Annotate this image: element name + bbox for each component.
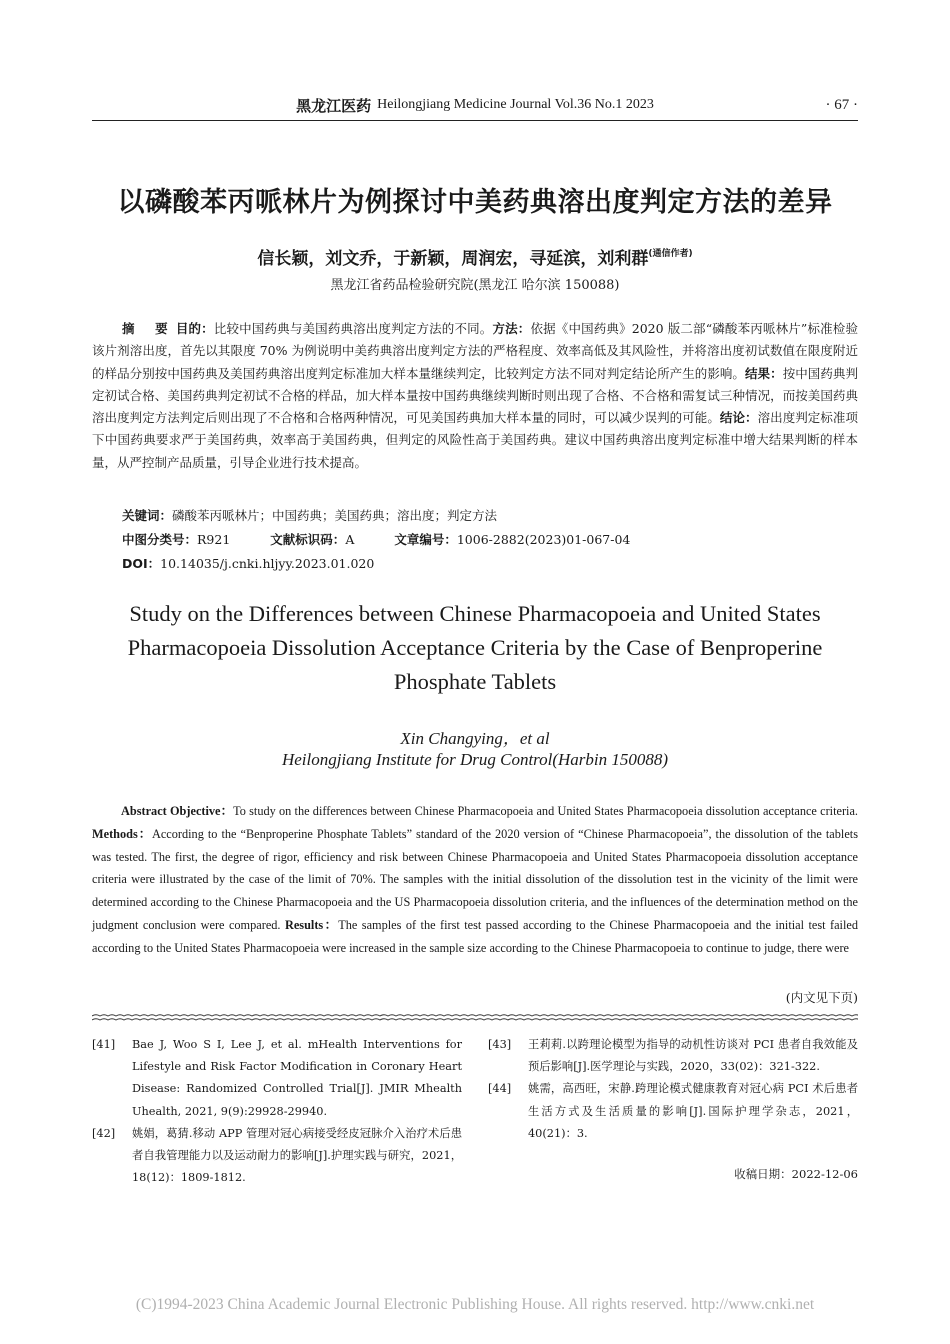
abstract-cn bbox=[92, 318, 858, 474]
affiliation-en: Heilongjiang Institute for Drug Control(Harbin 150088) bbox=[281, 750, 669, 769]
objective-label-cn: 目的： bbox=[175, 321, 214, 336]
reference-number: [44] bbox=[488, 1082, 512, 1096]
journal-name-en: Heilongjiang Medicine Journal Vol.36 No.1 2023 bbox=[377, 97, 654, 112]
continued-note: (内文见下页) bbox=[785, 990, 858, 1005]
doi-label: DOI： bbox=[122, 556, 161, 571]
abstract-en bbox=[92, 800, 858, 960]
keywords-line bbox=[122, 506, 497, 524]
reference-item bbox=[92, 1034, 462, 1123]
abstract-label-cn: 摘 要 bbox=[122, 321, 176, 336]
references-right-column bbox=[488, 1034, 858, 1145]
reference-item bbox=[92, 1123, 462, 1190]
header-divider bbox=[92, 120, 858, 121]
doc-code-value: A bbox=[345, 532, 355, 547]
reference-text: 姚娟，葛猜.移动 APP 管理对冠心病接受经皮冠脉介入治疗术后患者自我管理能力以及运动耐力的影响[J].护理实践与研究，2021，18(12)：1809-1812. bbox=[132, 1126, 462, 1185]
results-label-en: Results： bbox=[284, 917, 339, 932]
author-list-cn: 信长颖，刘文乔，于新颖，周润宏，寻延滨，刘利群 bbox=[257, 249, 649, 269]
reference-text: 姚需，高西旺，宋静.跨理论模式健康教育对冠心病 PCI 术后患者生活方式及生活质量的影响[J].国际护理学杂志，2021，40(21)：3. bbox=[528, 1082, 858, 1140]
keywords-label: 关键词： bbox=[122, 508, 173, 523]
reference-number: [42] bbox=[92, 1126, 116, 1140]
affiliation-cn: 黑龙江省药品检验研究院(黑龙江 哈尔滨 150088) bbox=[330, 278, 620, 293]
reference-text: Bae J, Woo S I, Lee J, et al. mHealth Interventions for Lifestyle and Risk Factor Modification in Coronary Heart Disease: Randomized Controlled Trial[J]. JMIR Mhealth Uhealth, 2021, 9(9):29928-29940. bbox=[132, 1038, 462, 1118]
objective-text-cn: 比较中国药典与美国药典溶出度判定方法的不同。 bbox=[213, 321, 493, 336]
objective-text-en: To study on the differences between Chinese Pharmacopoeia and United States Pharmacopoeia dissolution acceptance criteria. bbox=[233, 804, 858, 818]
doi-value: 10.14035/j.cnki.hljyy.2023.01.020 bbox=[160, 556, 375, 571]
methods-label-cn: 方法： bbox=[492, 321, 531, 336]
keywords-value: 磷酸苯丙哌林片；中国药典；美国药典；溶出度；判定方法 bbox=[172, 508, 498, 523]
clc-value: R921 bbox=[197, 532, 231, 547]
reference-item bbox=[488, 1078, 858, 1145]
authors-cn bbox=[60, 244, 890, 269]
received-date: 收稿日期：2022-12-06 bbox=[734, 1167, 858, 1181]
references-left-column bbox=[92, 1034, 462, 1189]
methods-label-en: Methods： bbox=[92, 826, 152, 841]
reference-number: [43] bbox=[488, 1038, 512, 1051]
results-text-cn: 按中国药典判定初试合格、美国药典判定初试不合格的样品，加大样本量按中国药典继续判断时则出现了合格、不合格和需复试三种情况，而按美国药典溶出度判定方法判定后则出现了不合格和合格两种情况，可见美国药典加大样本量的同时，可以减少误判的可能。 bbox=[92, 365, 858, 426]
wavy-divider bbox=[92, 1012, 858, 1024]
doi-line bbox=[122, 554, 374, 572]
abstract-objective-label-en: Abstract Objective： bbox=[121, 804, 234, 818]
doc-code-label: 文献标识码： bbox=[270, 532, 346, 547]
running-header bbox=[92, 94, 858, 116]
results-text-en: The samples of the first test passed according to the Chinese Pharmacopoeia and the initial test failed according to the United States Pharmacopoeia were increased in the sample size according to the Chinese Pharmacopoeia to continue to judge, there were bbox=[92, 917, 858, 955]
clc-label: 中图分类号： bbox=[122, 532, 198, 547]
conclusion-label-cn: 结论： bbox=[719, 410, 758, 426]
article-number-value: 1006-2882(2023)01-067-04 bbox=[456, 532, 631, 547]
methods-text-cn: 依据《中国药典》2020 版二部“磷酸苯丙哌林片”标准检验该片剂溶出度，首先以其限度 70% 为例说明中美药典溶出度判定方法的严格程度、效率高低及其风险性，并将溶出度初试数值在限度附近的样品分别按中国药典及美国药典溶出度判定标准加大样本量继续判定，比较判定方法不同对判定结论所产生的影响。 bbox=[92, 321, 858, 381]
corresponding-author-mark: (通信作者) bbox=[648, 249, 693, 259]
copyright-footer: (C)1994-2023 China Academic Journal Electronic Publishing House. All rights reserved. http://www.cnki.net bbox=[135, 1296, 815, 1313]
reference-text: 王莉莉.以跨理论模型为指导的动机性访谈对 PCI 患者自我效能及预后影响[J].医学理论与实践，2020，33(02)：321-322. bbox=[528, 1038, 858, 1074]
article-title-en: Study on the Differences between Chinese Pharmacopoeia and United States Pharmacopoeia Dissolution Acceptance Criteria by the Case of Benproperine Phosphate Tablets bbox=[127, 601, 823, 694]
classification-line bbox=[122, 530, 630, 548]
reference-number: [41] bbox=[92, 1038, 116, 1051]
authors-en: Xin Changying，et al bbox=[400, 729, 550, 748]
journal-name-cn: 黑龙江医药 bbox=[296, 96, 372, 115]
conclusion-text-cn: 溶出度判定标准项下中国药典要求严于美国药典，效率高于美国药典，但判定的风险性高于美国药典。建议中国药典溶出度判定标准中增大结果判断的样本量，从严控制产品质量，引导企业进行技术提高。 bbox=[92, 410, 858, 470]
methods-text-en: According to the “Benproperine Phosphate Tablets” standard of the 2020 version of “Chinese Pharmacopoeia”, the dissolution of the tablets was tested. The first, the degree of rigor, efficiency and risk between Chinese Pharmacopoeia and United States Pharmacopoeia dissolution acceptance criteria were illustrated by the case of the limit of 70%. The samples with the initial dissolution of the dissolution test in the vicinity of the limit were determined according to the Chinese Pharmacopoeia and the US Pharmacopoeia dissolution criteria, and the influences of the determination method on the judgment conclusion were compared. bbox=[92, 826, 858, 932]
article-title-cn: 以磷酸苯丙哌林片为例探讨中美药典溶出度判定方法的差异 bbox=[117, 187, 833, 218]
article-number-label: 文章编号： bbox=[394, 532, 457, 547]
results-label-cn: 结果： bbox=[745, 365, 783, 381]
page-number: · 67 · bbox=[825, 97, 858, 113]
reference-item bbox=[488, 1034, 858, 1078]
